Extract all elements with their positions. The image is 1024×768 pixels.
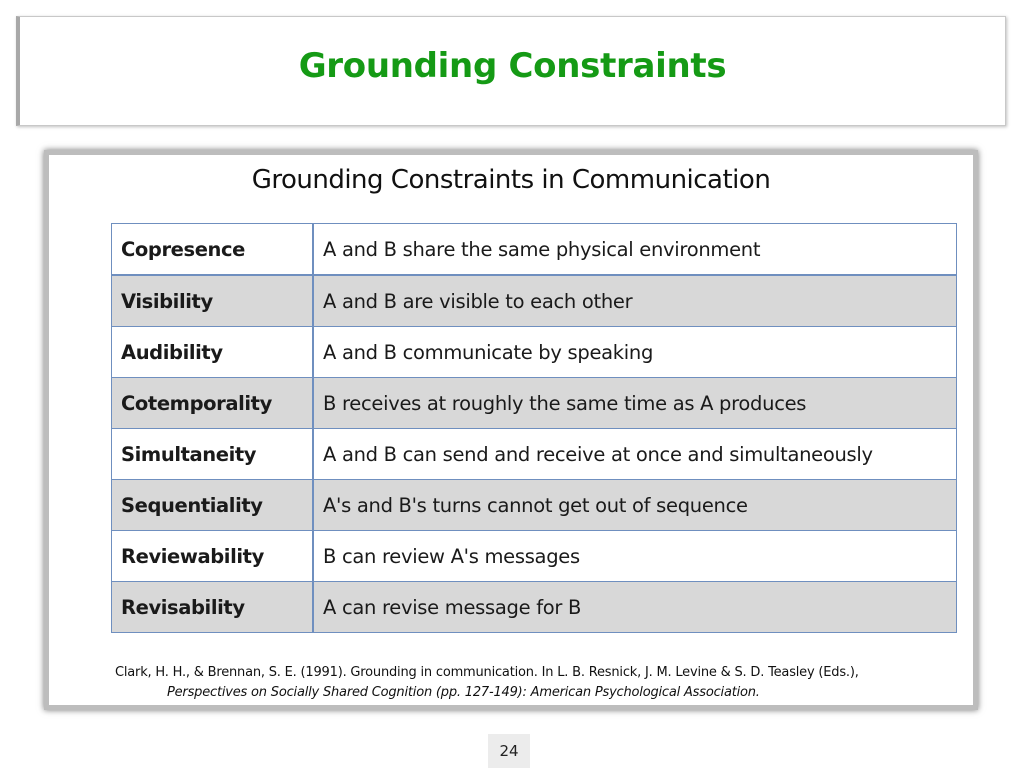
page-number: 24 — [488, 734, 530, 768]
slide-title: Grounding Constraints — [298, 46, 727, 86]
table-row — [112, 378, 957, 429]
figure-title: Grounding Constraints in Communication — [251, 165, 771, 195]
table-row — [112, 531, 957, 582]
constraint-definition: A and B communicate by speaking — [313, 327, 957, 378]
citation-line-1: Clark, H. H., & Brennan, S. E. (1991). Grounding in communication. In L. B. Resnick, J. M. Levine & S. D. Teasley (Eds.), — [115, 665, 859, 680]
constraint-term: Visibility — [112, 275, 314, 327]
constraint-term: Simultaneity — [112, 429, 314, 480]
constraint-definition: B receives at roughly the same time as A produces — [313, 378, 957, 429]
constraint-definition: B can review A's messages — [313, 531, 957, 582]
citation — [115, 663, 955, 703]
constraint-definition: A can revise message for B — [313, 582, 957, 633]
table-row — [112, 224, 957, 276]
table-row — [112, 429, 957, 480]
constraint-term: Copresence — [112, 224, 314, 276]
constraints-table — [111, 223, 957, 633]
citation-line-2: Perspectives on Socially Shared Cognition (pp. 127-149): American Psychological Association. — [167, 685, 760, 700]
figure-panel — [44, 150, 978, 710]
title-box — [16, 16, 1006, 126]
constraint-term: Cotemporality — [112, 378, 314, 429]
constraint-term: Sequentiality — [112, 480, 314, 531]
table-row — [112, 480, 957, 531]
table-row — [112, 582, 957, 633]
constraint-definition: A and B share the same physical environment — [313, 224, 957, 276]
constraint-definition: A and B can send and receive at once and simultaneously — [313, 429, 957, 480]
constraint-definition: A's and B's turns cannot get out of sequence — [313, 480, 957, 531]
table-row — [112, 275, 957, 327]
table-row — [112, 327, 957, 378]
constraint-term: Revisability — [112, 582, 314, 633]
constraint-definition: A and B are visible to each other — [313, 275, 957, 327]
constraint-term: Reviewability — [112, 531, 314, 582]
constraint-term: Audibility — [112, 327, 314, 378]
